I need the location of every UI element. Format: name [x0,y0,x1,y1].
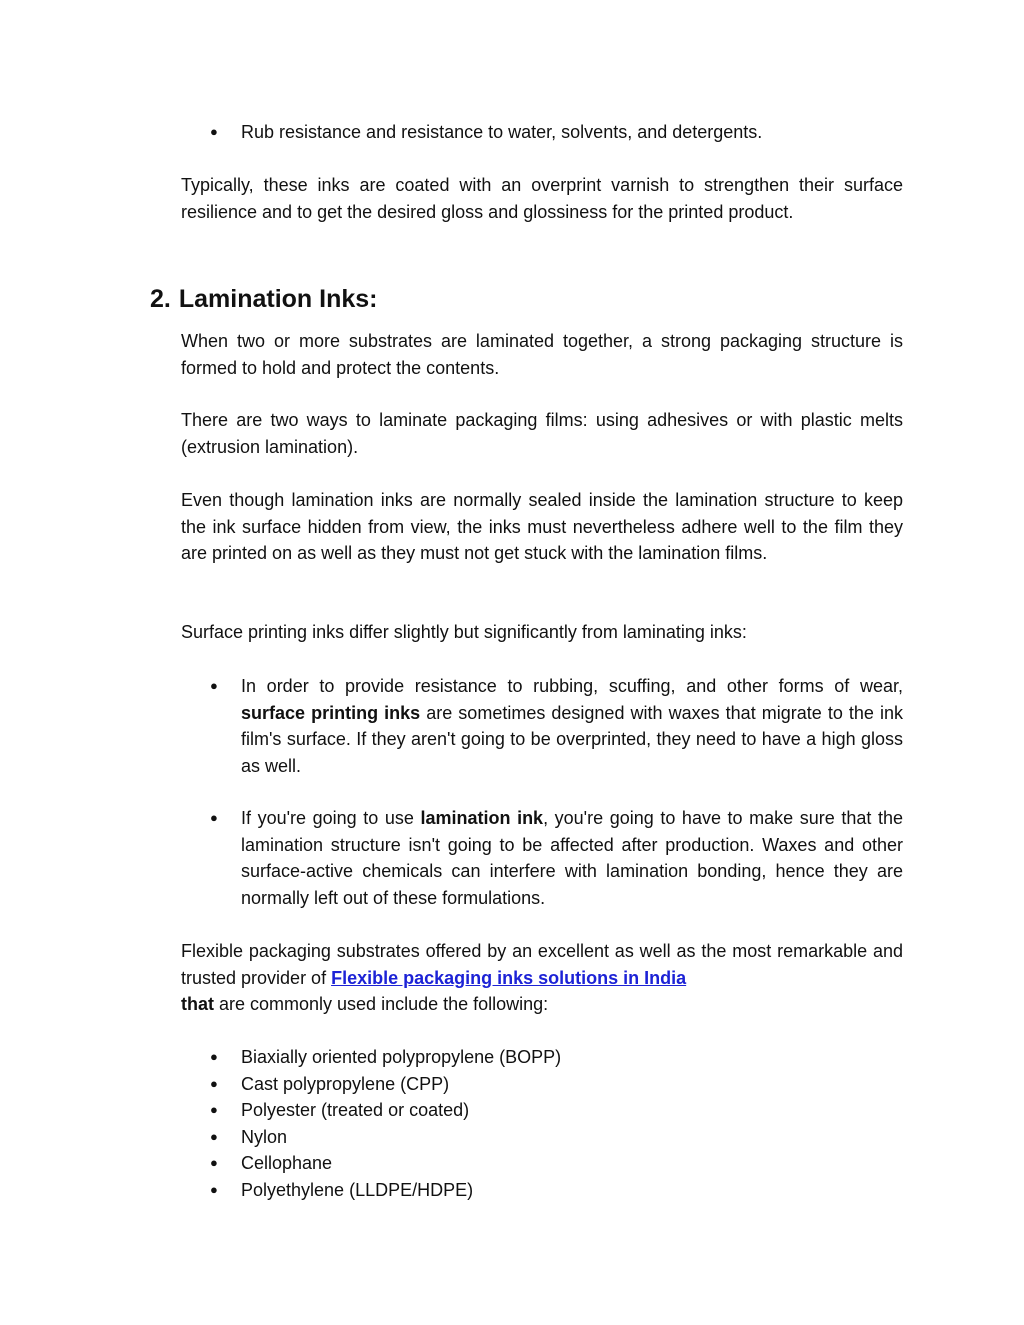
list-item-text: Cast polypropylene (CPP) [241,1074,450,1094]
section-title: Lamination Inks: [178,285,378,313]
flexible-packaging-inks-link[interactable]: Flexible packaging inks solutions in India [331,967,687,988]
list-item [210,1097,903,1124]
list-item [210,1071,903,1098]
list-item-text: Nylon [241,1127,288,1147]
list-item-text: Cellophane [241,1153,333,1173]
bullet-icon: ● [210,124,218,139]
bullet-icon: ● [210,1129,218,1144]
list-item [210,673,903,779]
bullet-icon: ● [210,678,218,693]
section-heading [150,282,378,316]
bold-term: surface printing inks [241,702,421,723]
list-item [210,1044,903,1071]
list-item-text: Rub resistance and resistance to water, solvents, and detergents. [241,122,763,142]
list-item [210,1177,903,1204]
text-run: In order to provide resistance to rubbing, scuffing, and other forms of wear, [241,676,903,696]
paragraph-typically: Typically, these inks are coated with an overprint varnish to strengthen their surface resilience and to get the desired gloss and glossiness for the printed product. [181,175,903,222]
bullet-icon: ● [210,1155,218,1170]
bullet-icon: ● [210,1102,218,1117]
paragraph-when: When two or more substrates are laminated together, a strong packaging structure is formed to hold and protect the contents. [181,331,903,378]
bullet-icon: ● [210,1076,218,1091]
paragraph-even-though: Even though lamination inks are normally sealed inside the lamination structure to keep the ink surface hidden from view, the inks must nevertheless adhere well to the film they are printed on as well as they must not get stuck with the lamination films. [181,490,903,563]
bullet-icon: ● [210,1182,218,1197]
list-item-text: Biaxially oriented polypropylene (BOPP) [241,1047,562,1067]
text-run: are commonly used include the following: [214,994,549,1014]
text-run: If you're going to use [241,808,421,828]
list-item [210,1124,903,1151]
text-run: Flexible packaging substrates offered by an excellent as well as the most remarkable and trusted provider of [181,941,903,988]
bold-term: that [181,994,214,1014]
list-item-text: Polyethylene (LLDPE/HDPE) [241,1180,474,1200]
list-item-text [241,805,903,911]
section-number: 2. [150,285,171,313]
paragraph-surface: Surface printing inks differ slightly but significantly from laminating inks: [181,622,747,642]
text-run: , you're going to have to make sure that the lamination structure isn't going to be affected after production. Waxes and other surface-active chemicals can interfere with lamination bonding, hence they are normally left out of these formulations. [241,808,903,908]
list-item [210,1150,903,1177]
text-run: are sometimes designed with waxes that migrate to the ink film's surface. If they aren't going to be overprinted, they need to have a high gloss as well. [241,702,903,776]
list-item-text: Polyester (treated or coated) [241,1100,470,1120]
paragraph-flexible [181,938,903,1018]
bullet-icon: ● [210,810,218,825]
bullet-icon: ● [210,1049,218,1064]
bold-term: lamination ink [420,808,544,828]
list-item [210,805,903,911]
list-item [210,119,903,146]
paragraph-two-ways: There are two ways to laminate packaging films: using adhesives or with plastic melts (extrusion lamination). [181,410,903,457]
list-item-text [241,673,903,779]
